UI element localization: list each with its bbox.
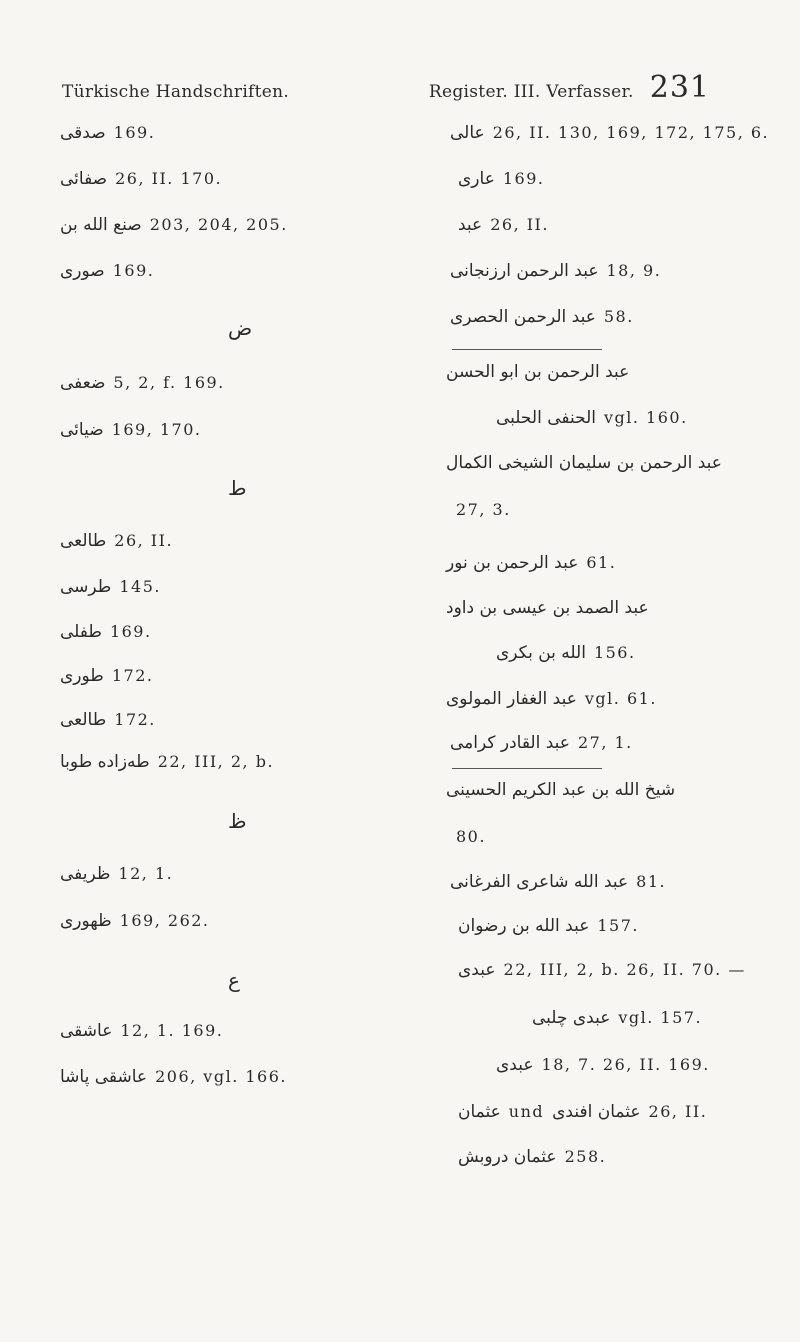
page-header	[62, 70, 710, 105]
arabic-name: صفائی	[60, 169, 108, 189]
index-entry	[60, 752, 274, 772]
arabic-name: عبد القادر کرامی	[450, 733, 570, 753]
conjunction: und	[508, 1102, 545, 1121]
index-entry	[60, 215, 288, 235]
arabic-name: صوری	[60, 261, 105, 281]
references: 27, 3.	[456, 500, 511, 519]
index-entry	[60, 864, 173, 884]
references: 12, 1. 169.	[120, 1021, 224, 1040]
divider-rule	[452, 768, 602, 769]
index-entry-continuation	[448, 827, 486, 846]
index-entry	[496, 643, 636, 663]
arabic-name: شیخ الله بن عبد الکریم الحسینی	[446, 780, 676, 800]
running-head-center: Register. III. Verfasser.	[428, 82, 634, 102]
index-entry	[458, 916, 639, 936]
references: 22, III, 2, b. 26, II. 70. —	[503, 960, 746, 979]
running-head-left: Türkische Handschriften.	[62, 82, 290, 102]
references: 26, II.	[114, 531, 174, 550]
arabic-name: عبد الصمد بن عیسی بن داود	[446, 598, 649, 618]
arabic-name: ظریفی	[60, 864, 111, 884]
index-entry	[496, 1055, 710, 1075]
references: vgl. 61.	[584, 689, 657, 708]
references: 157.	[597, 916, 639, 935]
index-entry	[450, 307, 634, 327]
arabic-name: عبد الغفار المولوی	[446, 689, 577, 709]
index-entry	[60, 420, 202, 440]
arabic-name: عاشقی پاشا	[60, 1067, 148, 1087]
references: 145.	[119, 577, 161, 596]
references: 26, II.	[490, 215, 549, 234]
arabic-name: الله بن بکری	[496, 643, 586, 663]
index-entry	[60, 622, 152, 642]
index-entry	[458, 1147, 606, 1167]
references: 206, vgl. 166.	[155, 1067, 287, 1086]
arabic-name: ضیائی	[60, 420, 104, 440]
arabic-name: عبد الرحمن بن ابو الحسن	[446, 362, 630, 382]
references: 58.	[603, 307, 634, 326]
arabic-name: عبدی چلبی	[532, 1008, 611, 1028]
index-entry	[60, 531, 173, 551]
references: 203, 204, 205.	[149, 215, 288, 234]
references: 172.	[114, 710, 156, 729]
section-letter: ط	[228, 476, 247, 500]
references: 18, 9.	[606, 261, 662, 280]
references: 22, III, 2, b.	[157, 752, 275, 771]
references: 81.	[636, 872, 667, 891]
arabic-name: عاشقی	[60, 1021, 113, 1041]
arabic-name: طالعی	[60, 710, 107, 730]
index-entry	[446, 689, 657, 709]
divider-rule	[452, 349, 602, 350]
arabic-name: طوری	[60, 666, 104, 686]
arabic-name: عثمان دروبش	[458, 1147, 557, 1167]
index-entry	[496, 408, 688, 428]
index-entry	[60, 577, 161, 597]
references: 169.	[502, 169, 545, 188]
index-entry	[60, 911, 210, 931]
section-letter: ظ	[228, 809, 247, 833]
index-entry	[60, 666, 153, 686]
index-entry	[458, 169, 544, 189]
references: 169.	[112, 261, 155, 280]
index-entry	[446, 780, 683, 800]
index-entry-continuation	[448, 500, 511, 519]
references: 61.	[586, 553, 617, 572]
index-entry	[446, 362, 637, 382]
index-entry	[458, 960, 746, 980]
arabic-name: طالعی	[60, 531, 107, 551]
arabic-name: طه‌زاده طوبا	[60, 752, 150, 772]
arabic-name: عبدی	[458, 960, 496, 980]
arabic-name: عبد الله شاعری الفرغانی	[450, 872, 629, 892]
index-entry	[60, 1021, 223, 1041]
references: 172.	[111, 666, 154, 685]
references: 12, 1.	[118, 864, 174, 883]
references: 5, 2, f. 169.	[113, 373, 225, 392]
arabic-name: عاری	[458, 169, 495, 189]
arabic-name: عبد الرحمن الحصری	[450, 307, 596, 327]
page-number: 231	[649, 70, 710, 105]
references: 169, 170.	[111, 420, 202, 439]
index-entry	[450, 261, 661, 281]
index-entry	[446, 553, 616, 573]
references: 169.	[109, 622, 152, 641]
arabic-name: عبد الرحمن ارزنجانی	[450, 261, 599, 281]
arabic-name: عبد الله بن رضوان	[458, 916, 590, 936]
index-entry	[450, 733, 633, 753]
index-entry	[532, 1008, 702, 1028]
references: 26, II. 130, 169, 172, 175, 6.	[492, 123, 770, 142]
section-letter: ض	[228, 316, 253, 340]
arabic-name: عبد	[458, 215, 483, 235]
index-entry	[450, 872, 666, 892]
index-entry	[458, 215, 549, 235]
references: 26, II.	[648, 1102, 708, 1121]
arabic-name-second: عثمان افندی	[552, 1102, 641, 1122]
arabic-name: ظهوری	[60, 911, 112, 931]
arabic-name: صنع الله بن	[60, 215, 142, 235]
references: 169.	[113, 123, 156, 142]
references: 169, 262.	[119, 911, 210, 930]
references: 18, 7. 26, II. 169.	[541, 1055, 710, 1074]
index-entry	[458, 1102, 707, 1122]
index-entry	[60, 710, 156, 730]
arabic-name: عالی	[450, 123, 485, 143]
references: 80.	[456, 827, 486, 846]
references: 26, II. 170.	[115, 169, 223, 188]
index-entry	[60, 1067, 287, 1087]
references: 258.	[564, 1147, 607, 1166]
references: vgl. 160.	[603, 408, 688, 427]
index-entry	[446, 598, 657, 618]
arabic-name: الحنفی الحلبی	[496, 408, 596, 428]
references: vgl. 157.	[618, 1008, 703, 1027]
arabic-name: طفلی	[60, 622, 102, 642]
index-entry	[60, 169, 222, 189]
arabic-name: صدقی	[60, 123, 106, 143]
index-entry	[450, 123, 769, 143]
index-entry	[60, 123, 155, 143]
arabic-name: طرسی	[60, 577, 112, 597]
arabic-name: عبد الرحمن بن سلیمان الشیخی الکمال	[446, 453, 722, 473]
arabic-name: عبد الرحمن بن نور	[446, 553, 579, 573]
index-entry	[60, 261, 154, 281]
arabic-name: عثمان	[458, 1102, 501, 1122]
index-entry	[446, 453, 730, 473]
section-letter: ع	[228, 968, 240, 992]
index-entry	[60, 373, 225, 393]
arabic-name: عبدی	[496, 1055, 534, 1075]
references: 27, 1.	[577, 733, 633, 752]
references: 156.	[593, 643, 636, 662]
arabic-name: ضعفی	[60, 373, 106, 393]
